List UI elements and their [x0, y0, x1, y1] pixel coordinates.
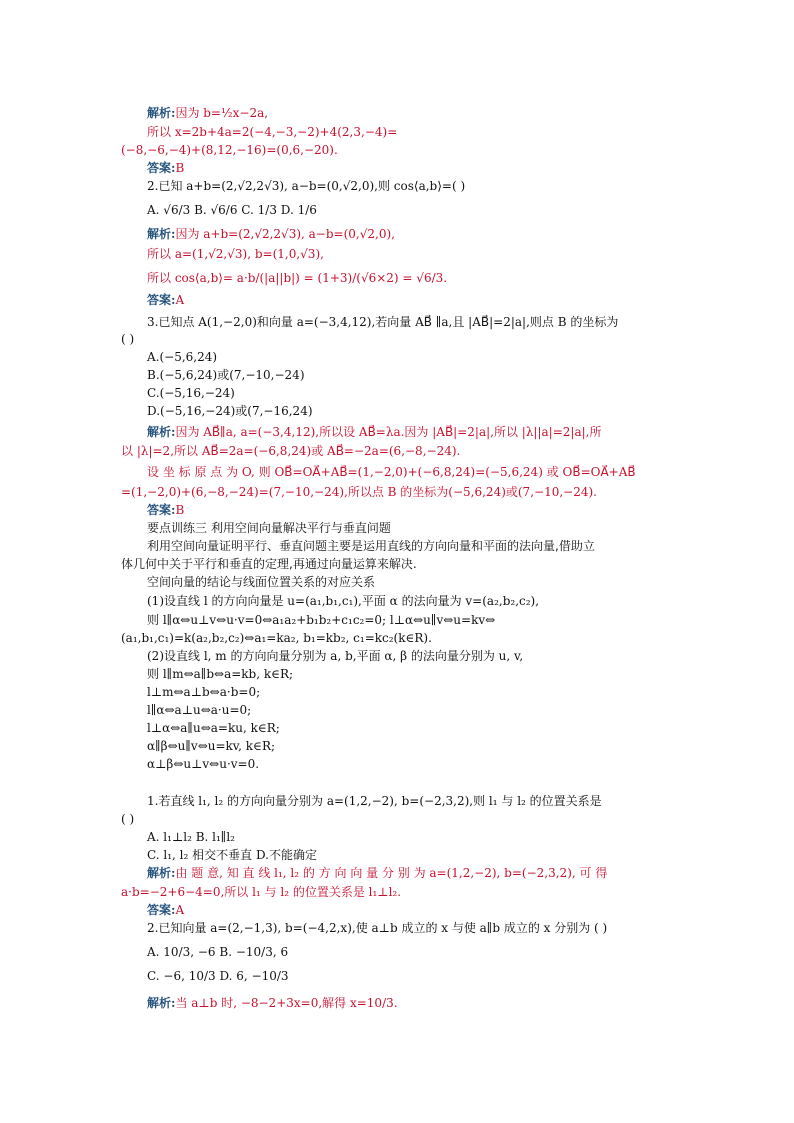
ex1-solution-line2: a·b=−2+6−4=0,所以 l₁ 与 l₂ 的位置关系是 l₁⊥l₂. [121, 885, 402, 899]
ex2-stem: 2.已知向量 a=(2,−1,3), b=(−4,2,x),使 a⊥b 成立的 x 与使 a∥b 成立的 x 分别为 ( ) [147, 921, 608, 935]
q3-solution-line1: 解析:因为 AB⃗∥a, a=(−3,4,12),所以设 AB⃗=λa.因为 |AB⃗|=2|a|,所以 |λ||a|=2|a|,所 [147, 425, 602, 439]
ex1-options-ab: A. l₁⊥l₂ B. l₁∥l₂ [147, 830, 235, 844]
solution-label: 解析: [147, 425, 176, 439]
relation-title: 空间向量的结论与线面位置关系的对应关系 [147, 575, 376, 589]
solution-label: 解析: [147, 106, 176, 120]
solution-label: 解析: [147, 996, 176, 1010]
answer-label: 答案: [147, 503, 176, 517]
solution-label: 解析: [147, 227, 176, 241]
q2-solution-line3: 所以 cos⟨a,b⟩= a·b/(|a||b|) = (1+3)/(√6×2) = √6/3. [147, 271, 448, 285]
ex1-solution-line1: 解析:由 题 意, 知 直 线 l₁, l₂ 的 方 向 向 量 分 别 为 a=(1,2,−2), b=(−2,3,2), 可 得 [147, 866, 608, 880]
ex1-stem-line2: ( ) [121, 812, 135, 826]
answer-label: 答案: [147, 161, 176, 175]
ex1-answer: 答案:A [147, 903, 185, 917]
q3-stem-line2: ( ) [121, 332, 135, 346]
q3-option-a: A.(−5,6,24) [147, 350, 218, 364]
q1-solution-line2: 所以 x=2b+4a=2(−4,−3,−2)+4(2,3,−4)= [147, 125, 398, 139]
point2-line4: l∥α⇔a⊥u⇔a·u=0; [147, 703, 252, 717]
q2-stem: 2.已知 a+b=(2,√2,2√3), a−b=(0,√2,0),则 cos⟨a,b⟩=( ) [147, 179, 466, 193]
point1-line2: 则 l∥α⇔u⊥v⇔u·v=0⇔a₁a₂+b₁b₂+c₁c₂=0; l⊥α⇔u∥v⇔u=kv⇔ [147, 613, 496, 627]
answer-label: 答案: [147, 293, 176, 307]
section-intro-line2: 体几何中关于平行和垂直的定理,再通过向量运算来解决. [121, 557, 417, 571]
q2-answer: 答案:A [147, 293, 185, 307]
point2-line3: l⊥m⇔a⊥b⇔a·b=0; [147, 685, 261, 699]
point2-line7: α⊥β⇔u⊥v⇔u·v=0. [147, 757, 260, 771]
q3-solution-line2: 以 |λ|=2,所以 AB⃗=2a=(−6,8,24)或 AB⃗=−2a=(6,−8,−24). [121, 444, 461, 458]
q2-options: A. √6/3 B. √6/6 C. 1/3 D. 1/6 [147, 203, 317, 217]
ex2-solution-line1: 解析:当 a⊥b 时, −8−2+3x=0,解得 x=10/3. [147, 996, 398, 1010]
ex2-options-cd: C. −6, 10/3 D. 6, −10/3 [147, 969, 289, 983]
point2-line5: l⊥α⇔a∥u⇔a=ku, k∈R; [147, 721, 280, 735]
answer-label: 答案: [147, 903, 176, 917]
q3-option-d: D.(−5,16,−24)或(7,−16,24) [147, 404, 313, 418]
section-title: 要点训练三 利用空间向量解决平行与垂直问题 [147, 521, 391, 535]
ex1-stem-line1: 1.若直线 l₁, l₂ 的方向向量分别为 a=(1,2,−2), b=(−2,3,2),则 l₁ 与 l₂ 的位置关系是 [147, 794, 602, 808]
point2-line6: α∥β⇔u∥v⇔u=kv, k∈R; [147, 739, 276, 753]
q1-solution-line3: (−8,−6,−4)+(8,12,−16)=(0,6,−20). [121, 143, 338, 157]
q1-answer: 答案:B [147, 161, 185, 175]
q3-answer: 答案:B [147, 503, 185, 517]
q3-option-c: C.(−5,16,−24) [147, 386, 235, 400]
point1-line3: (a₁,b₁,c₁)=k(a₂,b₂,c₂)⇔a₁=ka₂, b₁=kb₂, c₁=kc₂(k∈R). [121, 631, 432, 645]
ex1-options-cd: C. l₁, l₂ 相交不垂直 D.不能确定 [147, 848, 317, 862]
section-intro-line1: 利用空间向量证明平行、垂直问题主要是运用直线的方向向量和平面的法向量,借助立 [147, 539, 595, 553]
ex2-options-ab: A. 10/3, −6 B. −10/3, 6 [147, 945, 289, 959]
q3-solution-line4: =(1,−2,0)+(6,−8,−24)=(7,−10,−24),所以点 B 的坐标为(−5,6,24)或(7,−10,−24). [121, 485, 597, 499]
q3-option-b: B.(−5,6,24)或(7,−10,−24) [147, 368, 305, 382]
q3-stem-line1: 3.已知点 A(1,−2,0)和向量 a=(−3,4,12),若向量 AB⃗ ∥a,且 |AB⃗|=2|a|,则点 B 的坐标为 [147, 315, 619, 329]
q3-solution-line3: 设 坐 标 原 点 为 O, 则 OB⃗=OA⃗+AB⃗=(1,−2,0)+(−6,8,24)=(−5,6,24) 或 OB⃗=OA⃗+AB⃗ [147, 465, 636, 479]
point2-line1: (2)设直线 l, m 的方向向量分别为 a, b,平面 α, β 的法向量分别为 u, v, [147, 649, 524, 663]
point2-line2: 则 l∥m⇔a∥b⇔a=kb, k∈R; [147, 667, 294, 681]
solution-label: 解析: [147, 866, 176, 880]
point1-line1: (1)设直线 l 的方向向量是 u=(a₁,b₁,c₁),平面 α 的法向量为 v=(a₂,b₂,c₂), [147, 594, 540, 608]
q2-solution-line2: 所以 a=(1,√2,√3), b=(1,0,√3), [147, 247, 324, 261]
q1-solution-line1: 解析:因为 b=½x−2a, [147, 106, 269, 120]
q2-solution-line1: 解析:因为 a+b=(2,√2,2√3), a−b=(0,√2,0), [147, 227, 395, 241]
